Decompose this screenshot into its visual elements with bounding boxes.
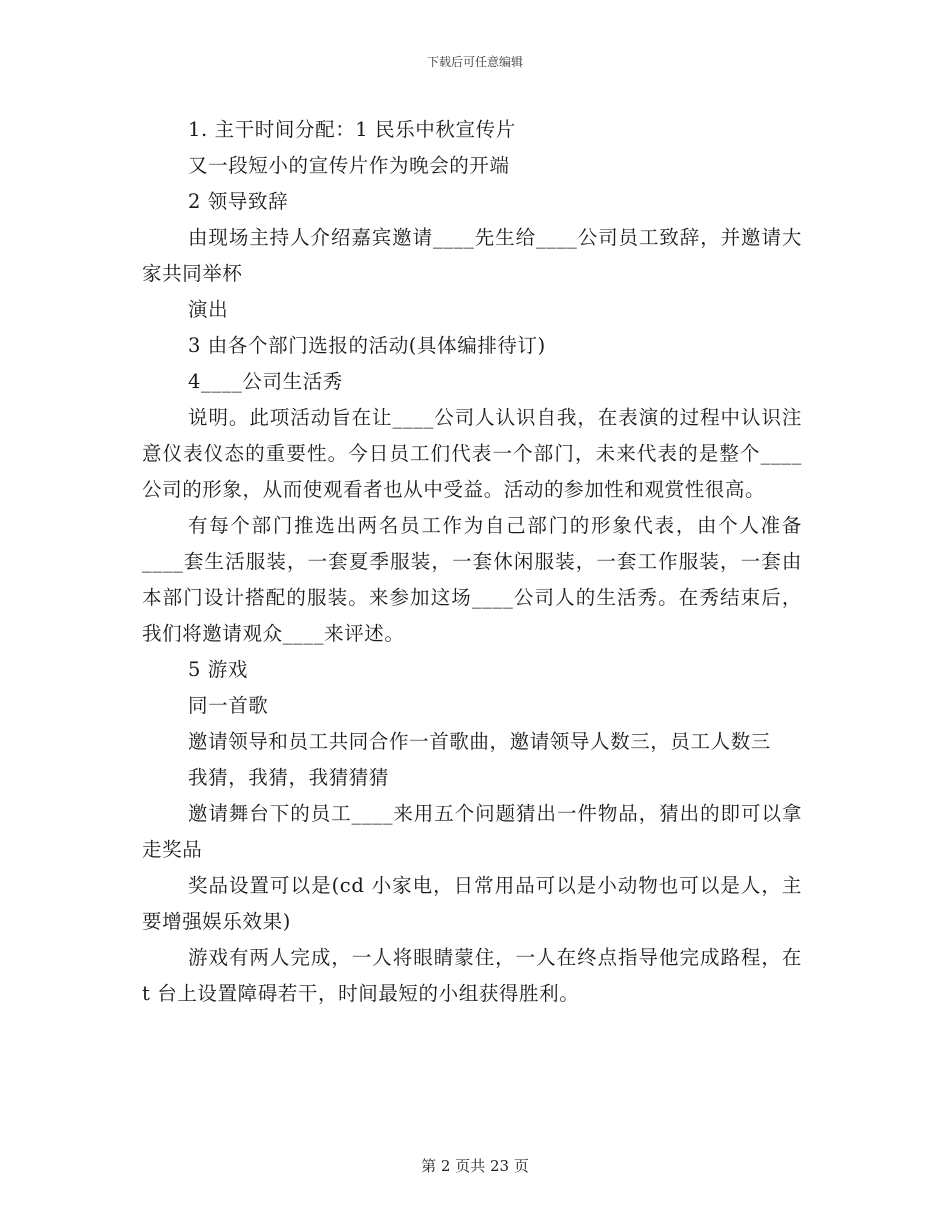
paragraph-section-5-title: 5 游戏 (188, 658, 249, 681)
document-body (142, 112, 802, 1012)
paragraph-section-2-title: 2 领导致辞 (188, 190, 289, 213)
page-header-note: 下载后可任意编辑 (426, 55, 523, 69)
page-number-label: 第 2 页共 23 页 (421, 1157, 529, 1175)
paragraph-show-details: 有每个部门推选出两名员工作为自己部门的形象代表，由个人准备____套生活服装，一套夏季服装，一套休闲服装，一套工作服装，一套由本部门设计搭配的服装。来参加这场____公司人的生活秀。在秀结束后，我们将邀请观众____来评述。 (142, 514, 802, 645)
paragraph-promo-intro: 又一段短小的宣传片作为晚会的开端 (188, 154, 510, 177)
paragraph-game-same-song: 同一首歌 (188, 694, 269, 717)
paragraph-performance: 演出 (188, 298, 229, 321)
paragraph-show-description: 说明。此项活动旨在让____公司人认识自我，在表演的过程中认识注意仪表仪态的重要性。今日员工们代表一个部门，未来代表的是整个____公司的形象，从而使观看者也从中受益。活动的参加性和观赏性很高。 (142, 406, 802, 501)
paragraph-game-guess: 我猜，我猜，我猜猜猜 (188, 766, 390, 789)
paragraph-prize-settings: 奖品设置可以是(cd 小家电，日常用品可以是小动物也可以是人，主要增强娱乐效果) (142, 874, 802, 933)
paragraph-blindfold-game: 游戏有两人完成，一人将眼睛蒙住，一人在终点指导他完成路程，在 t 台上设置障碍若干，时间最短的小组获得胜利。 (142, 946, 802, 1005)
paragraph-leader-speech: 由现场主持人介绍嘉宾邀请____先生给____公司员工致辞，并邀请大家共同举杯 (142, 226, 802, 285)
paragraph-same-song-details: 邀请领导和员工共同合作一首歌曲，邀请领导人数三，员工人数三 (188, 730, 771, 753)
paragraph-section-1-title: 1. 主干时间分配：1 民乐中秋宣传片 (188, 118, 516, 141)
paragraph-guess-details: 邀请舞台下的员工____来用五个问题猜出一件物品，猜出的即可以拿走奖品 (142, 802, 802, 861)
paragraph-section-4-title: 4____公司生活秀 (188, 370, 343, 393)
paragraph-section-3-title: 3 由各个部门选报的活动(具体编排待订) (188, 334, 546, 357)
page-footer (0, 1155, 950, 1176)
